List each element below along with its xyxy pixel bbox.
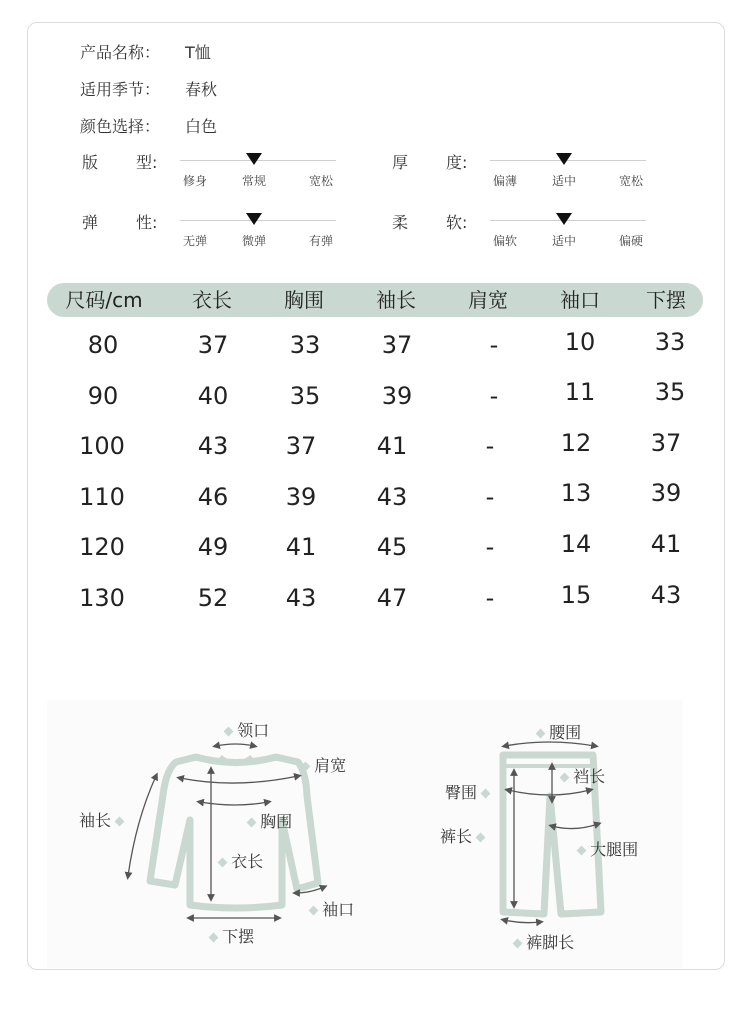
- table-cell: 80: [87, 331, 119, 359]
- table-cell: 43: [285, 584, 317, 612]
- table-cell: -: [485, 432, 495, 460]
- table-cell: 52: [197, 584, 229, 612]
- diamond-icon: [209, 933, 219, 943]
- table-cell: 41: [285, 533, 317, 561]
- diamond-icon: [224, 727, 234, 737]
- table-cell: 37: [381, 331, 413, 359]
- header-chest: 胸围: [284, 288, 324, 312]
- info-product-name: 产品名称： T恤: [80, 43, 211, 62]
- table-cell: 35: [289, 382, 321, 410]
- table-cell: -: [485, 584, 495, 612]
- table-cell: -: [489, 331, 499, 359]
- table-cell: 13: [560, 479, 592, 507]
- table-cell: 39: [285, 483, 317, 511]
- table-cell: 37: [285, 432, 317, 460]
- table-cell: 90: [87, 382, 119, 410]
- table-cell: -: [489, 382, 499, 410]
- table-cell: 120: [79, 533, 125, 561]
- header-size: 尺码/cm: [65, 288, 143, 312]
- diamond-icon: [309, 906, 319, 916]
- header-hem: 下摆: [646, 288, 686, 312]
- diamond-icon: [301, 762, 311, 772]
- table-cell: 40: [197, 382, 229, 410]
- table-cell: 37: [650, 429, 682, 457]
- header-length: 衣长: [192, 288, 232, 312]
- diamond-icon: [247, 818, 257, 828]
- table-cell: 35: [654, 378, 686, 406]
- table-cell: 46: [197, 483, 229, 511]
- diamond-icon: [218, 858, 228, 868]
- fit-scale: 修身 常规 宽松: [180, 152, 336, 186]
- table-cell: 33: [654, 328, 686, 356]
- shirt-outline-icon: [150, 757, 318, 908]
- header-cuff: 袖口: [560, 288, 600, 312]
- table-cell: 47: [376, 584, 408, 612]
- label-thigh: 大腿围: [578, 837, 638, 860]
- label-hip: 臀围: [445, 780, 489, 803]
- info-season: 适用季节： 春秋: [80, 80, 218, 99]
- diamond-icon: [481, 789, 491, 799]
- label-leg-opening: 裤脚长: [514, 930, 574, 953]
- label-shoulder: 肩宽: [302, 753, 346, 776]
- table-cell: 14: [560, 530, 592, 558]
- diamond-icon: [577, 846, 587, 856]
- diamond-icon: [560, 773, 570, 783]
- table-cell: 41: [376, 432, 408, 460]
- header-sleeve: 袖长: [376, 288, 416, 312]
- label-collar: 领口: [225, 718, 269, 741]
- table-cell: 39: [650, 479, 682, 507]
- info-color: 颜色选择： 白色: [80, 117, 218, 136]
- label-hem: 下摆: [210, 924, 254, 947]
- label-chest: 胸围: [248, 809, 292, 832]
- label-rise: 裆长: [561, 764, 605, 787]
- table-cell: 10: [564, 328, 596, 356]
- table-cell: 37: [197, 331, 229, 359]
- label-pants-length: 裤长: [440, 824, 484, 847]
- softness-scale: 偏软 适中 偏硬: [490, 212, 646, 246]
- diamond-icon: [476, 833, 486, 843]
- thickness-scale: 偏薄 适中 宽松: [490, 152, 646, 186]
- table-cell: 15: [560, 581, 592, 609]
- table-cell: 41: [650, 530, 682, 558]
- table-cell: 43: [650, 581, 682, 609]
- table-cell: 39: [381, 382, 413, 410]
- label-cuff: 袖口: [310, 897, 354, 920]
- table-cell: 49: [197, 533, 229, 561]
- diamond-icon: [536, 729, 546, 739]
- label-sleeve-length: 袖长: [79, 808, 123, 831]
- table-cell: 33: [289, 331, 321, 359]
- table-cell: 11: [564, 378, 596, 406]
- table-cell: 43: [197, 432, 229, 460]
- elasticity-scale: 无弹 微弹 有弹: [180, 212, 336, 246]
- table-cell: 12: [560, 429, 592, 457]
- diamond-icon: [115, 817, 125, 827]
- table-cell: 45: [376, 533, 408, 561]
- table-cell: 130: [79, 584, 125, 612]
- table-cell: -: [485, 533, 495, 561]
- table-cell: 110: [79, 483, 125, 511]
- table-cell: -: [485, 483, 495, 511]
- table-cell: 43: [376, 483, 408, 511]
- label-waist: 腰围: [537, 720, 581, 743]
- label-length: 衣长: [219, 849, 263, 872]
- table-cell: 100: [79, 432, 125, 460]
- diamond-icon: [513, 939, 523, 949]
- header-shoulder: 肩宽: [468, 288, 508, 312]
